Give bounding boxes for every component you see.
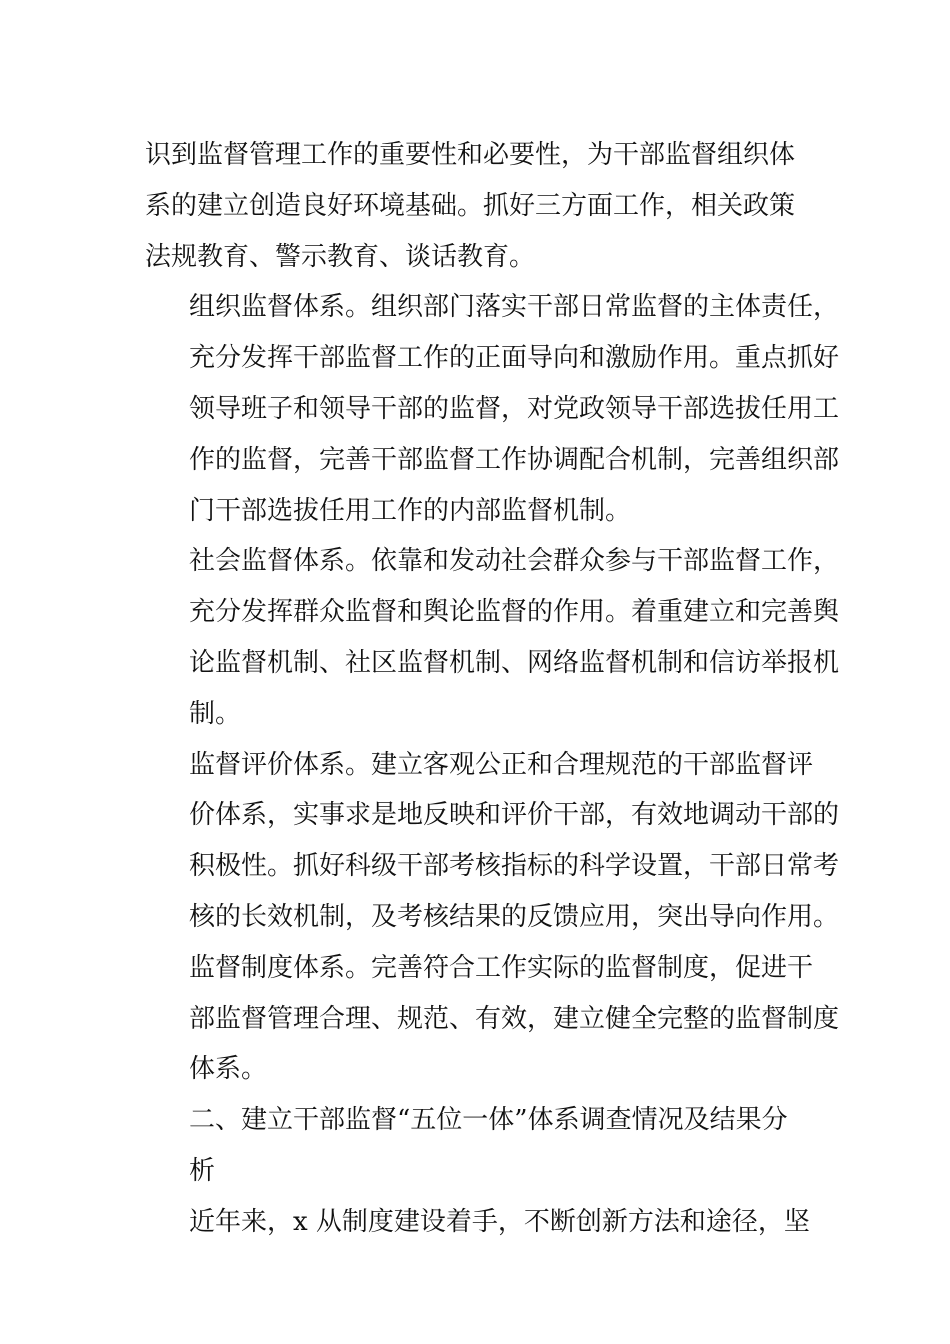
text-line: 监督评价体系。建立客观公正和合理规范的干部监督评 bbox=[189, 749, 814, 780]
text-line: 监督制度体系。完善符合工作实际的监督制度，促进干 bbox=[189, 952, 814, 983]
text-line: 析 bbox=[189, 1155, 216, 1186]
text-line: 识到监督管理工作的重要性和必要性，为干部监督组织体 bbox=[145, 140, 796, 170]
paragraph bbox=[145, 740, 840, 943]
text-line: 二、建立干部监督“五位一体”体系调查情况及结果分 bbox=[189, 1105, 788, 1136]
paragraph bbox=[145, 1095, 835, 1197]
paragraph bbox=[145, 943, 840, 1095]
text-line: 制。 bbox=[189, 698, 242, 729]
paragraph bbox=[145, 282, 840, 536]
text-line: 价体系，实事求是地反映和评价干部，有效地调动干部的 bbox=[189, 800, 840, 831]
paragraph bbox=[145, 1197, 835, 1248]
text-line: 核的长效机制，及考核结果的反馈应用，突出导向作用。 bbox=[189, 901, 840, 932]
body-text bbox=[145, 130, 840, 1248]
text-line: 部监督管理合理、规范、有效，建立健全完整的监督制度 bbox=[189, 1003, 840, 1034]
text-line: 法规教育、警示教育、谈话教育。 bbox=[145, 241, 536, 272]
paragraph bbox=[145, 536, 840, 739]
text-line: 门干部选拔任用工作的内部监督机制。 bbox=[189, 495, 632, 526]
text-line: 系的建立创造良好环境基础。抓好三方面工作，相关政策 bbox=[145, 190, 796, 221]
text-line: 领导班子和领导干部的监督，对党政领导干部选拔任用工 bbox=[189, 393, 840, 424]
text-line: 论监督机制、社区监督机制、网络监督机制和信访举报机 bbox=[189, 647, 840, 678]
text-line: 体系。 bbox=[189, 1054, 268, 1085]
text-line: 作的监督，完善干部监督工作协调配合机制，完善组织部 bbox=[189, 444, 840, 475]
paragraph bbox=[145, 130, 835, 282]
text-line: 近年来，x 从制度建设着手，不断创新方法和途径，坚 bbox=[189, 1206, 810, 1237]
text-line: 社会监督体系。依靠和发动社会群众参与干部监督工作， bbox=[189, 546, 840, 577]
text-line: 充分发挥干部监督工作的正面导向和激励作用。重点抓好 bbox=[189, 343, 840, 374]
text-line: 组织监督体系。组织部门落实干部日常监督的主体责任， bbox=[189, 292, 840, 323]
text-line: 积极性。抓好科级干部考核指标的科学设置，干部日常考 bbox=[189, 851, 840, 882]
text-line: 充分发挥群众监督和舆论监督的作用。着重建立和完善舆 bbox=[189, 597, 840, 628]
